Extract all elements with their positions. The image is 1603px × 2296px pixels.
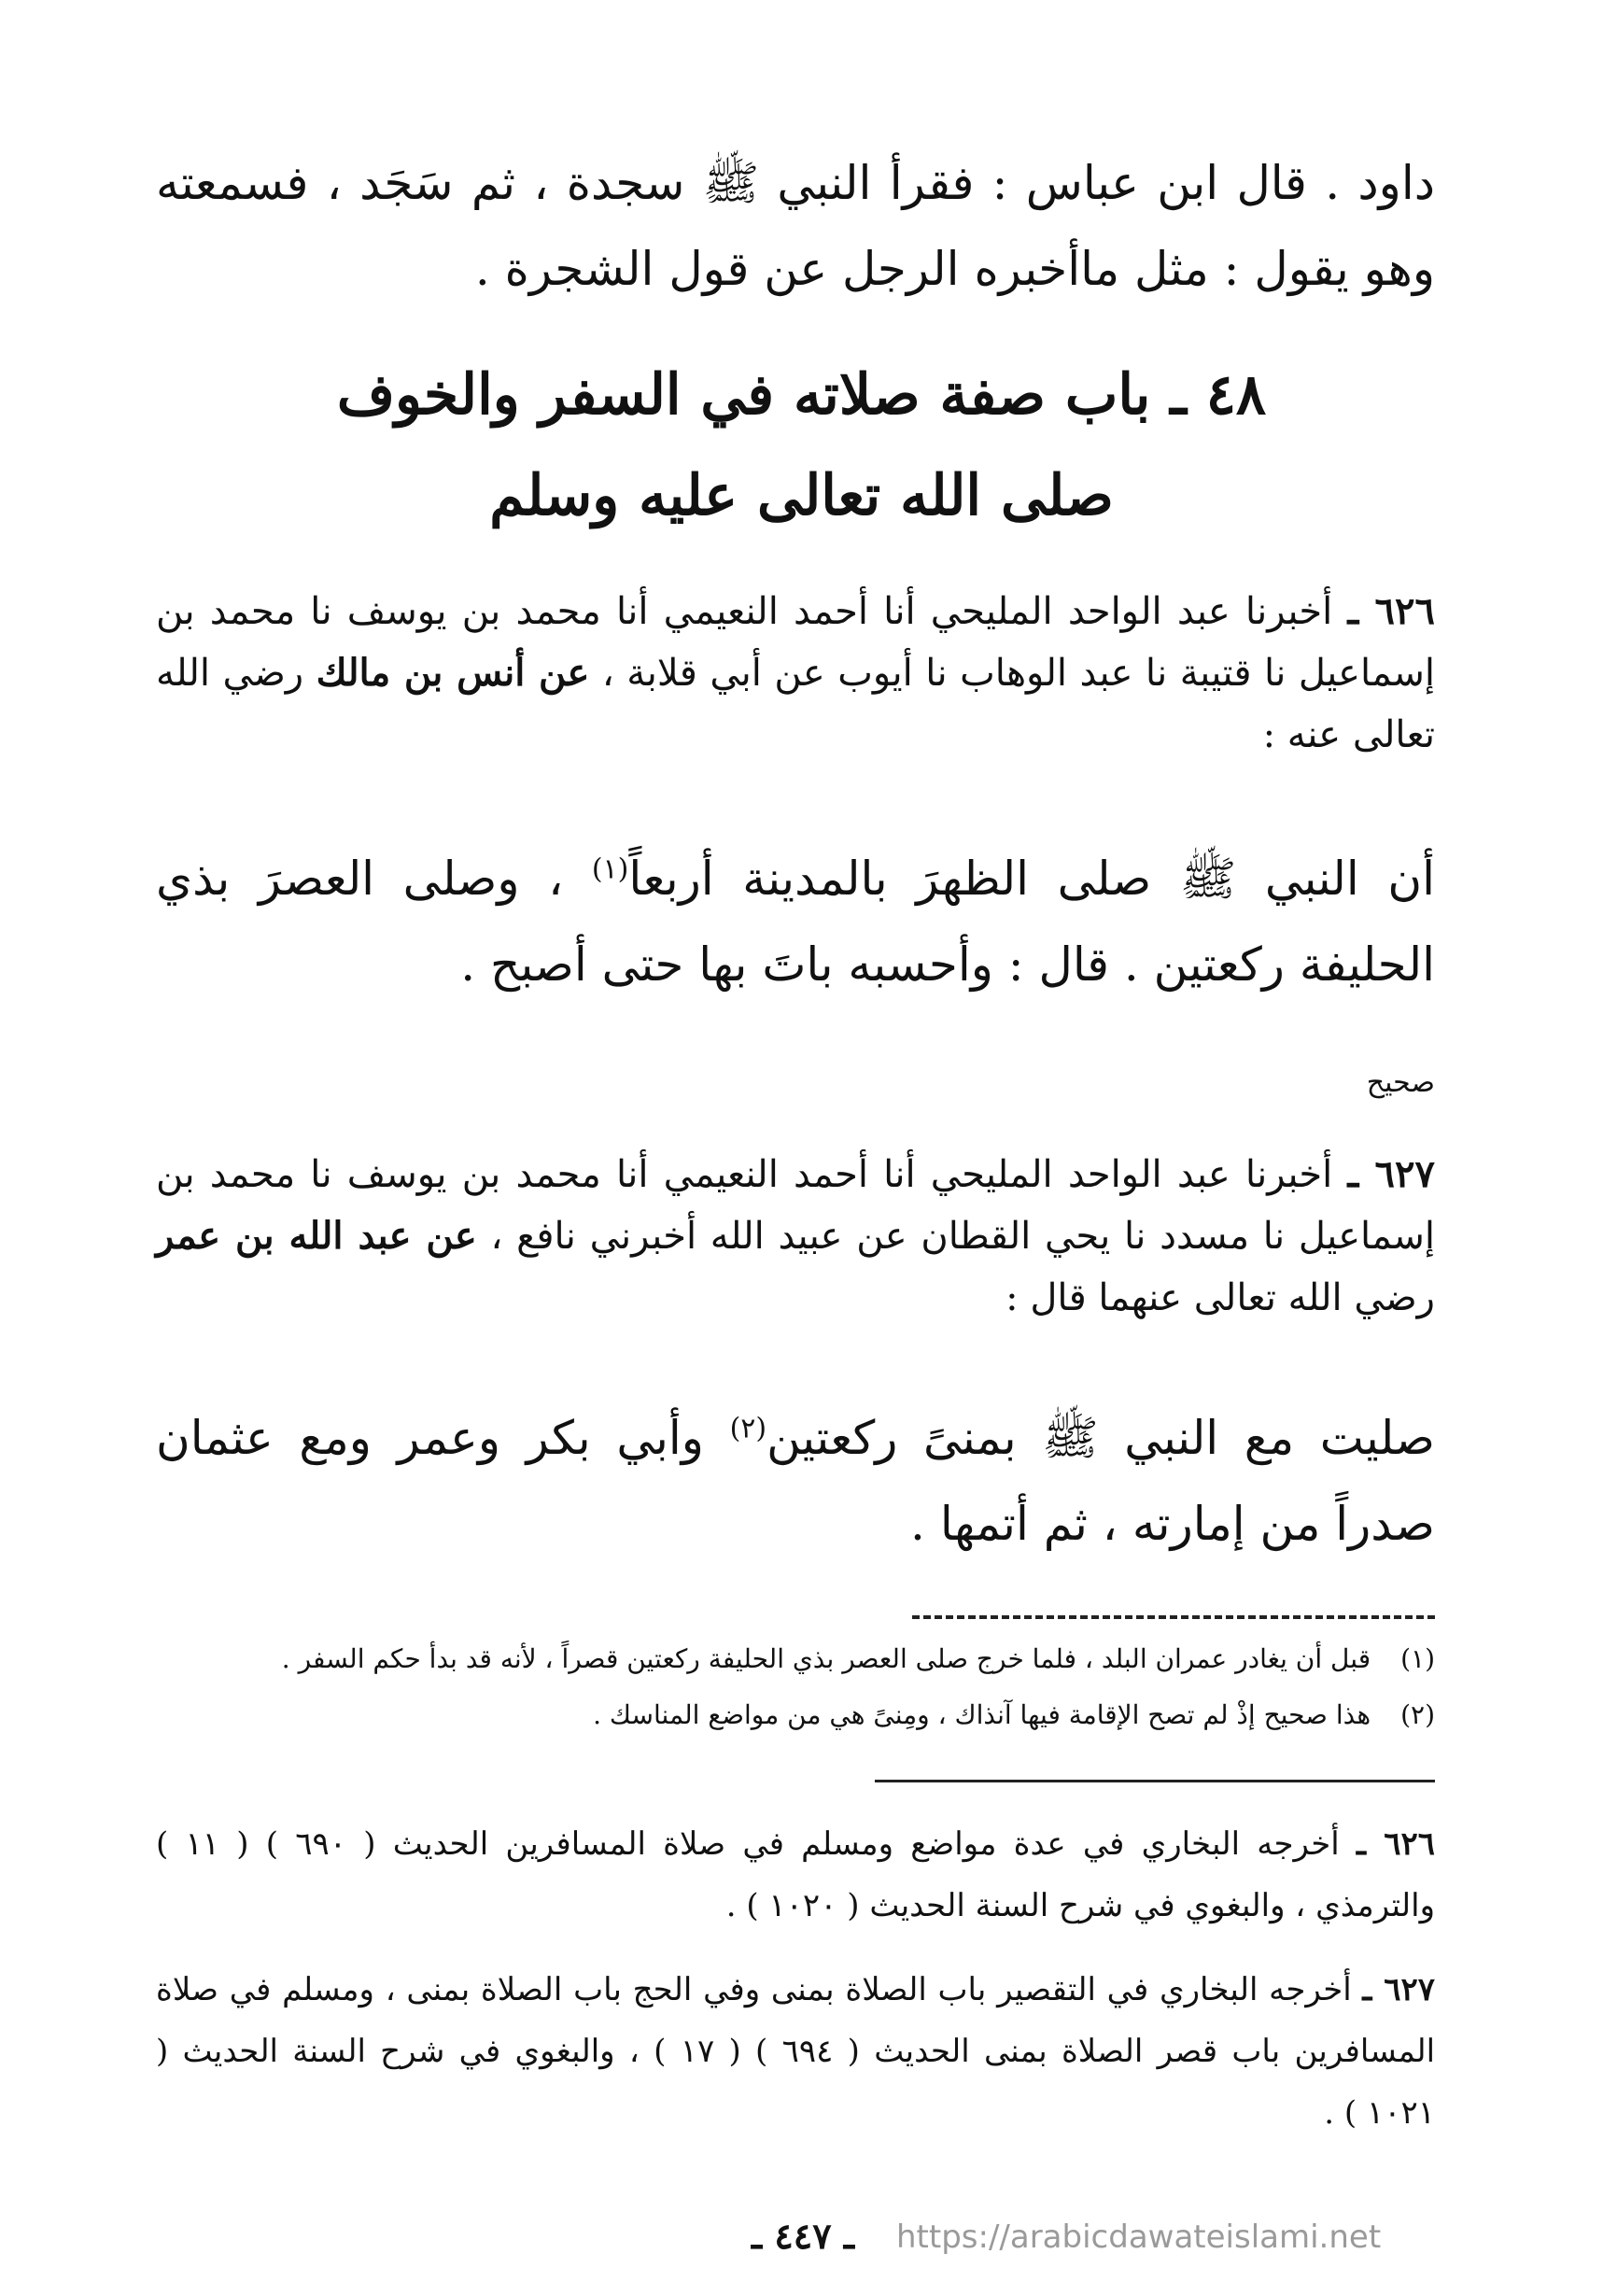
hadith-627-narrator: عن عبد الله بن عمر xyxy=(156,1214,477,1258)
footnote-2-mark: (٢) xyxy=(1400,1699,1435,1730)
hadith-627-matn xyxy=(156,1395,1435,1567)
hadith-627-matn-a: صليت مع النبي ﷺ بمنىً ركعتين xyxy=(766,1411,1435,1465)
takhrij-627-number: ٦٢٧ ـ xyxy=(1362,1971,1435,2008)
footnote-2-text: هذا صحيح إذْ لم تصح الإقامة فيها آنذاك ، ومِنىً هي من مواضع المناسك . xyxy=(593,1699,1371,1730)
intro-paragraph xyxy=(156,140,1435,312)
footnote-1-text: قبل أن يغادر عمران البلد ، فلما خرج صلى العصر بذي الحليفة ركعتين قصراً ، لأنه قد بدأ حكم السفر . xyxy=(281,1643,1371,1674)
hadith-626-number: ٦٢٦ ـ xyxy=(1347,589,1435,633)
intro-text: داود . قال ابن عباس : فقرأ النبي ﷺ سجدة ، ثم سَجَد ، فسمعته وهو يقول : مثل ماأخبره الرجل عن قول الشجرة . xyxy=(156,156,1435,296)
takhrij-627 xyxy=(156,1959,1435,2144)
footnote-1 xyxy=(156,1636,1435,1683)
takhrij-626-text: أخرجه البخاري في عدة مواضع ومسلم في صلاة المسافرين الحديث ( ٦٩٠ ) ( ١١ ) والترمذي ، والبغوي في شرح السنة الحديث ( ١٠٢٠ ) . xyxy=(156,1825,1435,1924)
hadith-626-grade: صحيح xyxy=(1366,1066,1435,1099)
watermark-url: https://arabicdawateislami.net xyxy=(896,2219,1382,2256)
hadith-626-matn-b: ، وصلى العصرَ بذي الحليفة ركعتين . قال : وأحسبه باتَ بها حتى أصبح . xyxy=(156,852,1435,992)
footnote-separator xyxy=(912,1615,1435,1619)
hadith-627-chain xyxy=(156,1144,1435,1329)
hadith-626-chain xyxy=(156,581,1435,766)
chapter-title-line1: ٤٨ ـ باب صفة صلاته في السفر والخوف xyxy=(336,362,1267,428)
chapter-title-line2: صلى الله تعالى عليه وسلم xyxy=(489,463,1114,528)
takhrij-627-text: أخرجه البخاري في التقصير باب الصلاة بمنى وفي الحج باب الصلاة بمنى ، ومسلم في صلاة المسافرين باب قصر الصلاة بمنى الحديث ( ٦٩٤ ) ( ١٧ ) ، والبغوي في شرح السنة الحديث ( ١٠٢١ ) . xyxy=(156,1971,1436,2132)
footnote-ref-2[interactable]: (٢) xyxy=(729,1412,767,1445)
hadith-626-narrator: عن أنس بن مالك xyxy=(316,651,590,695)
hadith-626-matn-a: أن النبي ﷺ صلى الظهرَ بالمدينة أربعاً xyxy=(628,852,1435,906)
footnote-1-mark: (١) xyxy=(1400,1643,1435,1674)
hadith-626-matn xyxy=(156,836,1435,1007)
hadith-626-isnad-end: رضي الله تعالى عنه : xyxy=(156,652,1435,756)
hadith-626-isnad: أخبرنا عبد الواحد المليحي أنا أحمد النعيمي أنا محمد بن يوسف نا محمد بن إسماعيل نا قتيبة نا عبد الوهاب نا أيوب عن أبي قلابة ، xyxy=(156,590,1435,695)
hadith-627-number: ٦٢٧ ـ xyxy=(1347,1152,1435,1196)
takhrij-separator xyxy=(875,1780,1435,1782)
footnote-2 xyxy=(156,1692,1435,1739)
hadith-627-isnad: أخبرنا عبد الواحد المليحي أنا أحمد النعيمي أنا محمد بن يوسف نا محمد بن إسماعيل نا مسدد نا يحي القطان عن عبيد الله أخبرني نافع ، xyxy=(156,1153,1436,1258)
hadith-627-matn-b: وأبي بكر وعمر ومع عثمان صدراً من إمارته ، ثم أتمها . xyxy=(156,1411,1435,1551)
footnote-ref-1[interactable]: (١) xyxy=(591,852,629,886)
page-number: ـ ٤٤٧ ـ xyxy=(752,2215,854,2257)
takhrij-626 xyxy=(156,1813,1435,1937)
hadith-627-isnad-end: رضي الله تعالى عنهما قال : xyxy=(1005,1276,1435,1319)
takhrij-626-number: ٦٢٦ ـ xyxy=(1357,1825,1436,1863)
